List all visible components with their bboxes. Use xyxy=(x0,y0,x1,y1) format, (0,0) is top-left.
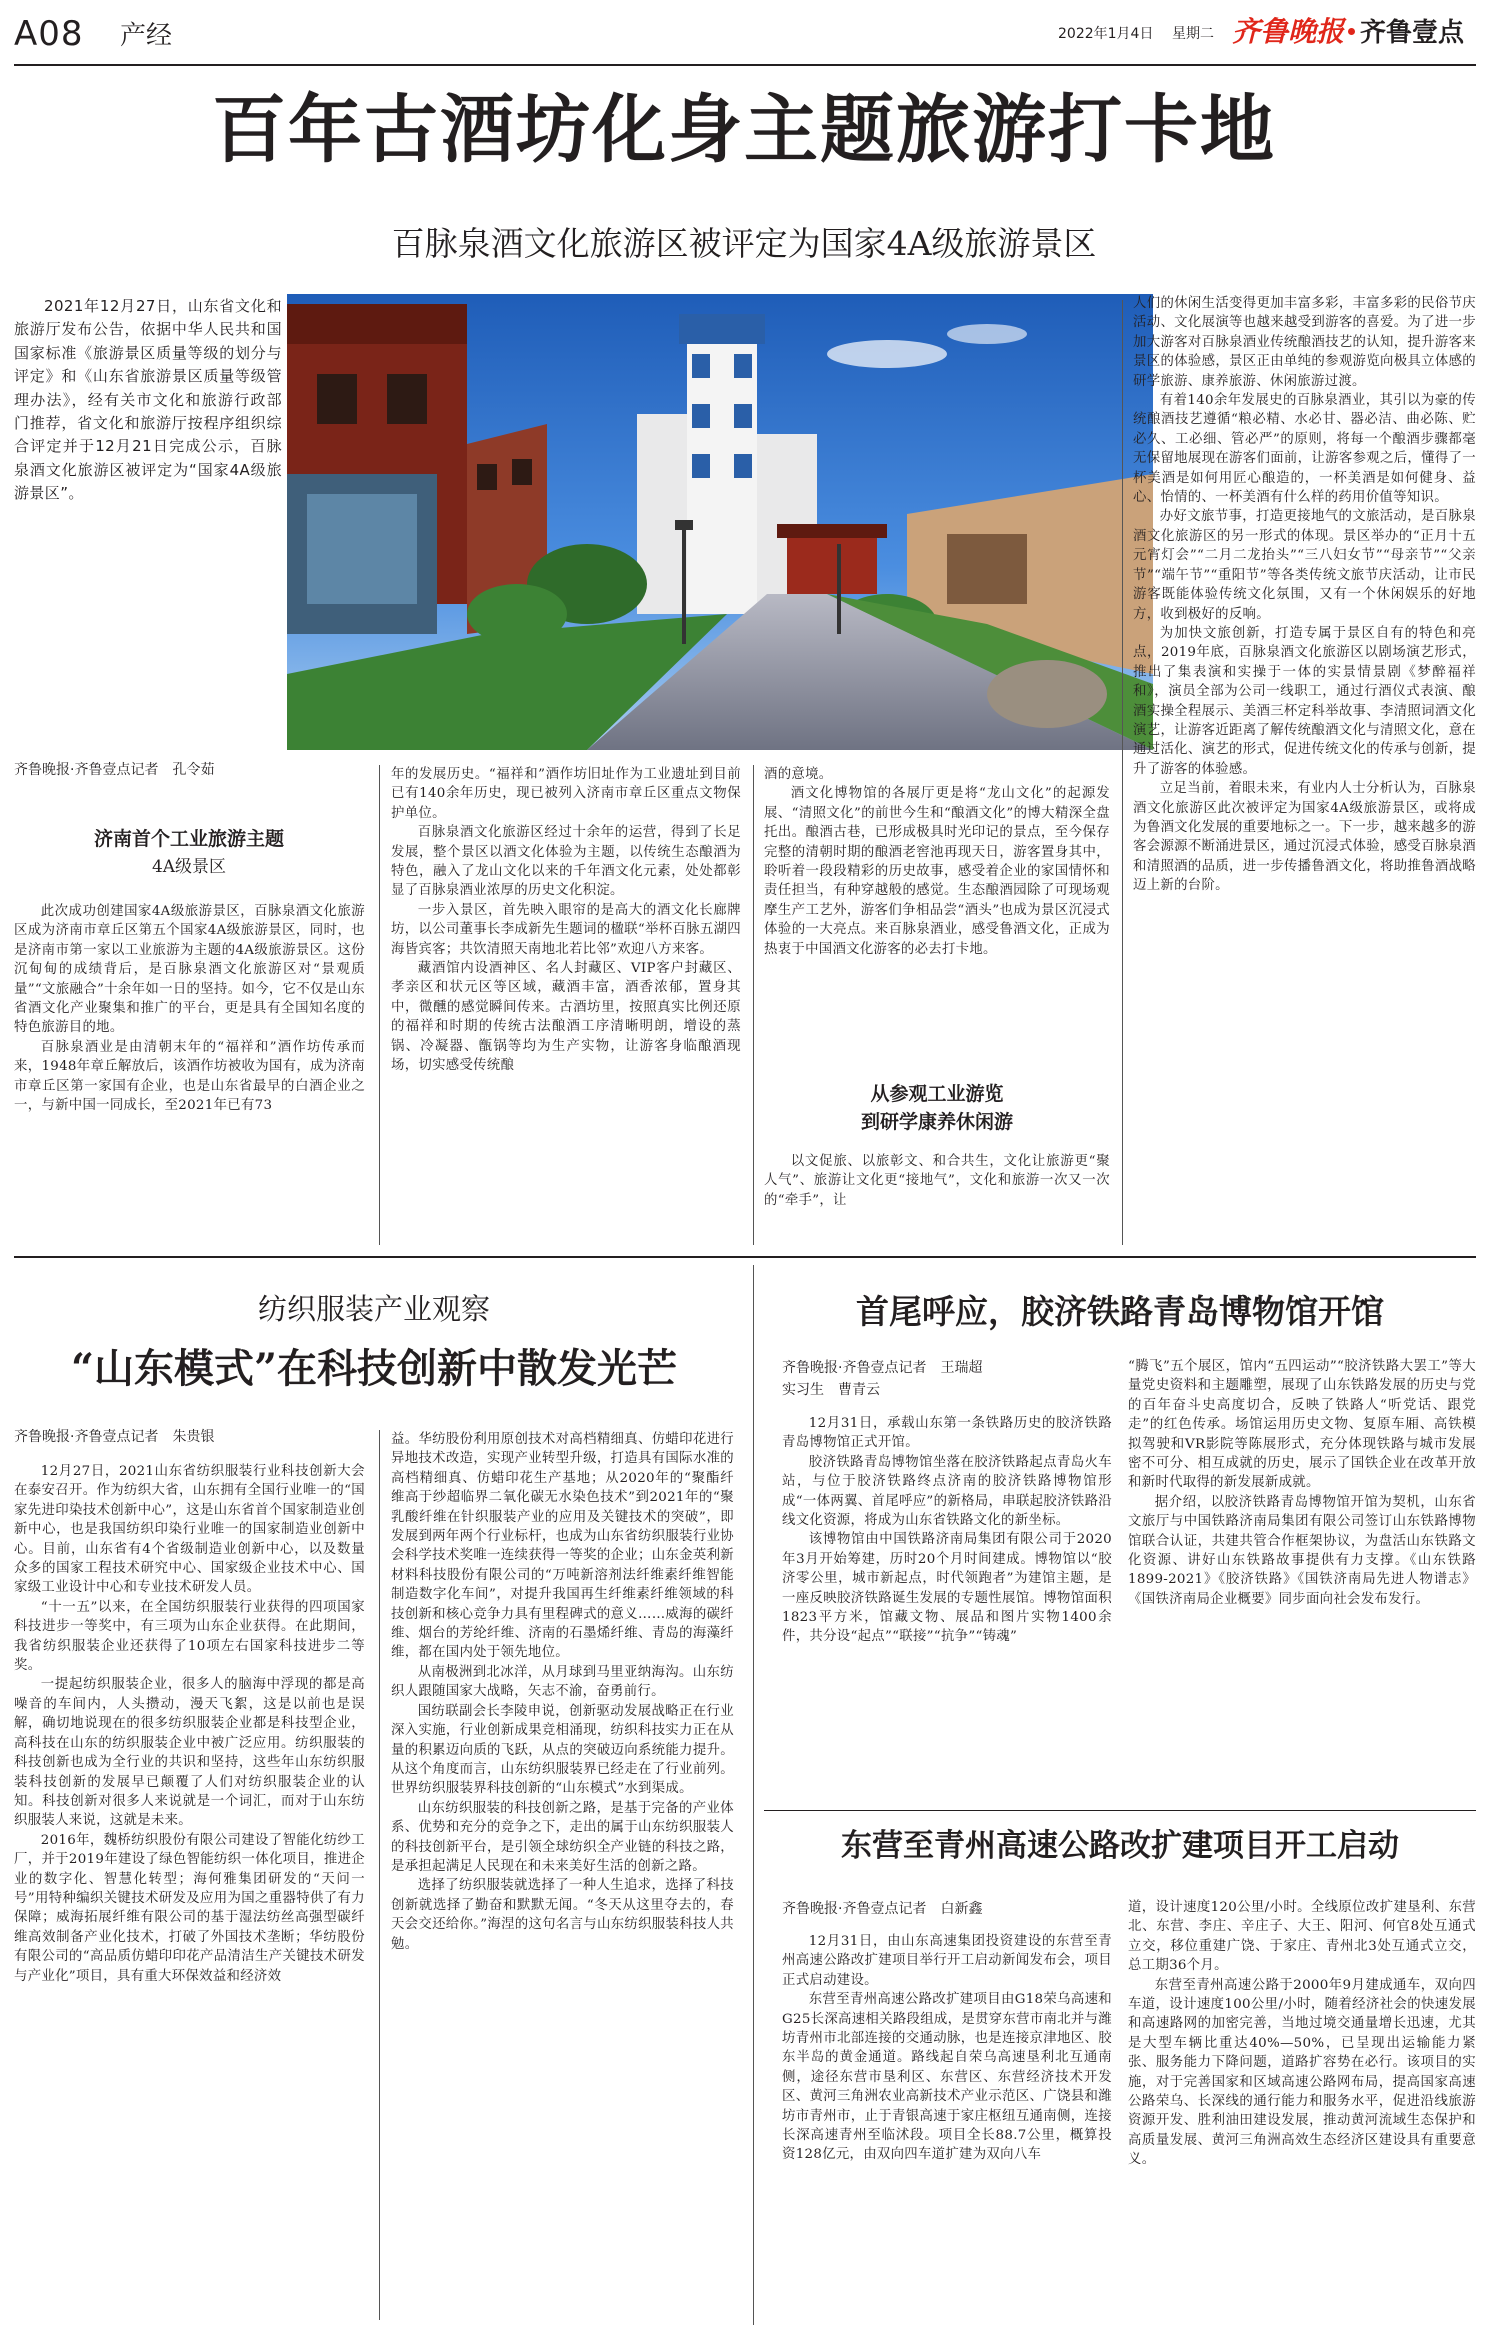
paragraph: 12月31日，由山东高速集团投资建设的东营至青州高速公路改扩建项目举行开工启动新闻发布会，项目正式启动建设。 xyxy=(782,1934,1112,1988)
column-divider xyxy=(753,765,754,1245)
paragraph: 一步入景区，首先映入眼帘的是高大的酒文化长廊牌坊，以公司董事长李成新先生题词的楹联“举杯百脉五湖四海皆宾客；共饮清照天南地北若比邻”欢迎八方来客。 xyxy=(391,902,741,957)
paragraph: 酒文化博物馆的各展厅更是将“龙山文化”的起源发展、“清照文化”的前世今生和“酿酒文化”的博大精深全盘托出。酿酒古巷，已形成极具时光印记的景点，至今保存完整的清朝时期的酿酒老窖池再现天日，游客置身其中，聆听着一段段精彩的历史故事，感受着企业的家国情怀和责任担当，有种穿越般的感觉。生态酿酒园除了可现场观摩生产工艺外，游客们争相品尝“酒头”也成为景区沉浸式体验的一大亮点。来百脉泉酒业，感受鲁酒文化，正成为热衷于中国酒文化游客的必去打卡地。 xyxy=(764,786,1110,957)
paragraph: 一提起纺织服装企业，很多人的脑海中浮现的都是高噪音的车间内，人头攒动，漫天飞絮，这是以前也是误解，确切地说现在的很多纺织服装企业都是科技型企业，高科技在山东的纺织服装企业中被广泛应用。纺织服装的科技创新也成为全行业的共识和坚持，这些年山东纺织服装科技创新的发展早已颠覆了人们对纺织服装企业的认知。科技创新对很多人来说就是一个词汇，而对于山东纺织服装人来说，这就是未来。 xyxy=(14,1677,365,1829)
story4-col2 xyxy=(1128,1898,1476,2170)
story1-subhead2 xyxy=(764,1080,1110,1136)
paragraph: 12月27日，2021山东省纺织服装行业科技创新大会在泰安召开。作为纺织大省，山东拥有全国行业唯一的“国家先进印染技术创新中心”，这是山东省首个国家制造业创新中心，也是我国纺织印染行业唯一的国家制造业创新中心。目前，山东省有4个省级制造业创新中心，以及数量众多的国家工程技术研究中心、国家级企业技术中心、国家级工业设计中心和专业技术研发人员。 xyxy=(14,1464,365,1596)
story4-byline: 齐鲁晚报·齐鲁壹点记者 白新鑫 xyxy=(782,1901,983,1917)
brewery-scene-image xyxy=(287,294,1153,750)
paragraph: 2016年，魏桥纺织股份有限公司建设了智能化纺纱工厂，并于2019年建设了绿色智能纺织一体化项目，推进企业的数字化、智慧化转型；海何雅集团研发的“天问一号”用特种编织关键技术研发及应用为国之重器特供了有力保障；威海拓展纤维有限公司的基于湿法纺丝高强型碳纤维高效制备产业化技术，打破了外国技术垄断；华纺股份有限公司的“高品质仿蜡印印花产品清洁生产关键技术研发与产业化”项目，具有重大环保效益和经济效 xyxy=(14,1832,365,1984)
byline-line: 实习生 曹青云 xyxy=(782,1382,880,1398)
paragraph: 据介绍，以胶济铁路青岛博物馆开馆为契机，山东省文旅厅与中国铁路济南局集团有限公司签订山东铁路博物馆联合认证，共建共管合作框架协议，为盘活山东铁路文化资源、讲好山东铁路故事提供有力支撑。《山东铁路1899-2021》《胶济铁路》《国铁济南局先进人物谱志》《国铁济南局企业概要》同步面向社会发布发行。 xyxy=(1128,1494,1476,1607)
paragraph: 此次成功创建国家4A级旅游景区，百脉泉酒文化旅游区成为济南市章丘区第五个国家4A级旅游景区，同时，也是济南市第一家以工业旅游为主题的4A级旅游景区。这份沉甸甸的成绩背后，是百脉泉酒文化旅游区对“景观质量”“文旅融合”十余年如一日的坚持。如今，它不仅是山东省酒文化产业聚集和推广的平台，更是具有全国知名度的特色旅游目的地。 xyxy=(14,904,365,1036)
separator-dot xyxy=(1348,28,1355,35)
paragraph: 立足当前，着眼未来，有业内人士分析认为，百脉泉酒文化旅游区此次被评定为国家4A级旅游景区，或将成为鲁酒文化发展的重要地标之一。下一步，越来越多的游客会源源不断涌进景区，通过沉浸式体验，感受百脉泉酒和清照酒的品质，进一步传播鲁酒文化，将助推鲁酒战略迈上新的台阶。 xyxy=(1133,781,1476,894)
story1-col2 xyxy=(391,765,741,1076)
story2-kicker: 纺织服装产业观察 xyxy=(257,1292,490,1326)
page-header xyxy=(0,0,1488,60)
section-rule xyxy=(14,1256,1476,1258)
section-rule xyxy=(764,1810,1476,1811)
paragraph: 有着140余年发展史的百脉泉酒业，其引以为豪的传统酿酒技艺遵循“粮必精、水必甘、器必洁、曲必陈、贮必久、工必细、管必严”的原则，将每一个酿酒步骤都毫无保留地展现在游客们面前，让游客参观之后，懂得了一杯美酒是如何用匠心酿造的，一杯美酒是如何健身、益心、怡情的、一杯美酒有什么样的药用价值等知识。 xyxy=(1133,393,1476,506)
paragraph: 年的发展历史。“福祥和”酒作坊旧址作为工业遗址到目前已有140余年历史，现已被列入济南市章丘区重点文物保护单位。 xyxy=(391,767,741,821)
subhead1-line1: 济南首个工业旅游主题 xyxy=(93,828,284,850)
paragraph: 从南极洲到北冰洋，从月球到马里亚纳海沟。山东纺织人跟随国家大战略，矢志不渝，奋勇前行。 xyxy=(391,1664,734,1700)
paragraph: 百脉泉酒业是由清朝末年的“福祥和”酒作坊传承而来，1948年章丘解放后，该酒作坊被收为国有，成为济南市章丘区第一家国有企业，也是山东省最早的白酒企业之一，与新中国一同成长，至2021年已有73 xyxy=(14,1039,365,1114)
story2-headline: “山东模式”在科技创新中散发光芒 xyxy=(70,1345,677,1392)
paragraph: 该博物馆由中国铁路济南局集团有限公司于2020年3月开始筹建，历时20个月时间建成。博物馆以“胶济零公里，城市新起点，时代领跑者”为建馆主题，是一座反映胶济铁路诞生发展的专题性展馆。博物馆面积1823平方米，馆藏文物、展品和图片实物1400余件，共分设“起点”“联接”“抗争”“铸魂” xyxy=(782,1532,1112,1645)
paragraph: 酒的意境。 xyxy=(764,767,833,782)
paragraph: 国纺联副会长李陵申说，创新驱动发展战略正在行业深入实施，行业创新成果竞相涌现，纺织科技实力正在从量的积累迈向质的飞跃，从点的突破迈向系统能力提升。从这个角度而言，山东纺织服装界已经走在了行业前列。世界纺织服装界科技创新的“山东模式”水到渠成。 xyxy=(391,1703,734,1797)
paragraph: 胶济铁路青岛博物馆坐落在胶济铁路起点青岛火车站，与位于胶济铁路终点济南的胶济铁路博物馆形成“一体两翼、首尾呼应”的新格局，串联起胶济铁路沿线文化资源，将成为山东省铁路文化的新坐标。 xyxy=(782,1454,1112,1529)
paragraph: 12月31日，承载山东第一条铁路历史的胶济铁路青岛博物馆正式开馆。 xyxy=(782,1416,1112,1451)
paragraph: 东营至青州高速公路改扩建项目由G18荣乌高速和G25长深高速相关路段组成，是贯穿东营市南北并与潍坊青州市北部连接的交通动脉，也是连接京津地区、胶东半岛的黄金通道。路线起自荣乌高速垦利北互通南侧，途径东营市垦利区、东营区、东营经济技术开发区、黄河三角洲农业高新技术产业示范区、广饶县和潍坊市青州市，止于青银高速于家庄枢纽互通南侧，连接长深高速青州至临沭段。项目全长88.7公里，概算投资128亿元，由双向四车道扩建为双向八车 xyxy=(782,1992,1112,2163)
story1-col1 xyxy=(14,902,365,1115)
paragraph: “十一五”以来，在全国纺织服装行业获得的四项国家科技进步一等奖中，有三项为山东企业获得。在此期间，我省纺织服装企业还获得了10项左右国家科技进步二等奖。 xyxy=(14,1599,365,1674)
story1-byline: 齐鲁晚报·齐鲁壹点记者 孔令茹 xyxy=(14,762,215,778)
story1-headline: 百年古酒坊化身主题旅游打卡地 xyxy=(212,87,1276,173)
story2-col1 xyxy=(14,1462,365,1986)
paragraph: 人们的休闲生活变得更加丰富多彩，丰富多彩的民俗节庆活动、文化展演等也越来越受到游客的喜爱。为了进一步加大游客对百脉泉酒业传统酿酒技艺的认知，提升游客来景区的体验感，景区正由单纯的参观游览向极具立体感的研学旅游、康养旅游、休闲旅游过渡。 xyxy=(1133,296,1476,389)
story4-col1 xyxy=(782,1932,1112,2165)
story4-headline: 东营至青州高速公路改扩建项目开工启动 xyxy=(841,1828,1399,1864)
paragraph: 办好文旅节事，打造更接地气的文旅活动，是百脉泉酒文化旅游区的另一形式的体现。景区举办的“正月十五元宵灯会”“二月二龙抬头”“三八妇女节”“母亲节”“父亲节”“端午节”“重阳节”等各类传统文旅节庆活动，让市民游客既能体验传统文化氛围，又有一个休闲娱乐的好地方，收到极好的反响。 xyxy=(1133,509,1476,622)
issue-date: 2022年1月4日 xyxy=(1058,26,1154,42)
column-divider xyxy=(1122,300,1123,1245)
paragraph: 藏酒馆内设酒神区、名人封藏区、VIP客户封藏区、孝亲区和状元区等区域，藏酒丰富，酒香浓郁，置身其中，微醺的感觉瞬间传来。古酒坊里，按照真实比例还原的福祥和时期的传统古法酿酒工序清晰明朗，增设的蒸锅、冷凝器、甑锅等均为生产实物，让游客身临酿酒现场，切实感受传统酿 xyxy=(391,961,741,1074)
paragraph: 益。华纺股份利用原创技术对高档精细真、仿蜡印花进行异地技术改造，实现产业转型升级，打造具有国际水准的高档精细真、仿蜡印花生产基地；从2020年的“聚酯纤维高于纱超临界二氧化碳无水染色技术”到2021年的“聚乳酸纤维在针织服装产业的应用及关键技术的突破”，即发展到两年两个行业标杆，也成为山东省纺织服装行业协会科学技术奖唯一连续获得一等奖的企业；山东金英利新材料科技股份有限公司的“万吨新溶剂法纤维素纤维智能制造数字化车间”，对提升我国再生纤维素纤维领域的科技创新和核心竞争力具有里程碑式的意义……威海的碳纤维、烟台的芳纶纤维、济南的石墨烯纤维、青岛的海藻纤维，都在国内处于领先地位。 xyxy=(391,1432,734,1661)
column-divider xyxy=(753,1265,754,2325)
paragraph: 选择了纺织服装就选择了一种人生追求，选择了科技创新就选择了勤奋和默默无闻。“冬天从这里夺去的，春天会交还给你。”海涅的这句名言与山东纺织服装科技人共勉。 xyxy=(391,1878,734,1952)
story1-deck: 百脉泉酒文化旅游区被评定为国家4A级旅游景区 xyxy=(391,224,1097,263)
issue-weekday: 星期二 xyxy=(1172,26,1214,42)
story1-subhead1 xyxy=(14,825,364,881)
paper-logo: 齐鲁晚报 xyxy=(1232,15,1345,48)
paragraph: “腾飞”五个展区，馆内“五四运动”“胶济铁路大罢工”等大量党史资料和主题雕塑，展现了山东铁路发展的历史与党的百年奋斗史高度切合，反映了铁路人“听党话、跟党走”的红色传承。场馆运用历史文物、复原车厢、高铁模拟驾驶和VR影院等陈展形式，充分体现铁路与城市发展密不可分、相互成就的历史，展示了国铁企业在改革开放和新时代取得的新发展新成就。 xyxy=(1128,1359,1476,1491)
story3-byline xyxy=(782,1357,1112,1401)
story3-col2 xyxy=(1128,1357,1476,1609)
subhead1-line2: 4A级景区 xyxy=(151,857,227,877)
page-number: A08 xyxy=(14,14,84,54)
story3-col1 xyxy=(782,1414,1112,1647)
summary-text: 2021年12月27日，山东省文化和旅游厅发布公告，依据中华人民共和国国家标准《旅游景区质量等级的划分与评定》和《山东省旅游景区质量等级管理办法》，经有关市文化和旅游行政部门推荐，省文化和旅游厅按程序组织综合评定并于12月21日完成公示，百脉泉酒文化旅游区被评定为“国家4A级旅游景区”。 xyxy=(14,297,282,503)
story1-col3b xyxy=(764,1152,1110,1210)
header-rule xyxy=(14,64,1476,66)
paragraph: 为加快文旅创新，打造专属于景区自有的特色和亮点，2019年底，百脉泉酒文化旅游区以剧场演艺形式，推出了集表演和实操于一体的实景情景剧《梦醉福祥和》，演员全部为公司一线职工，通过行酒仪式表演、酿酒实操全程展示、美酒三杯定科举故事、李清照词酒文化演艺，让游客近距离了解传统酿酒文化与清照文化，意在通过活化、演艺的形式，促进传统文化的传承与创新，提升了游客的体验感。 xyxy=(1133,625,1476,777)
story1-photo xyxy=(287,294,1153,750)
subhead2-line1: 从参观工业游览 xyxy=(870,1083,1004,1105)
subhead2-line2: 到研学康养休闲游 xyxy=(860,1111,1013,1133)
paragraph: 以文促旅、以旅彰文、和合共生，文化让旅游更“聚人气”、旅游让文化更“接地气”，文化和旅游一次又一次的“牵手”，让 xyxy=(764,1154,1110,1208)
paragraph: 山东纺织服装的科技创新之路，是基于完备的产业体系、优势和充分的竞争之下，走出的属于山东纺织服装人的科技创新平台，是引领全球纺织全产业链的科技之路，是承担起满足人民现在和未来美好生活的创新之路。 xyxy=(391,1800,734,1874)
story2-col2 xyxy=(391,1430,734,1954)
paragraph: 道，设计速度120公里/小时。全线原位改扩建垦利、东营北、东营、李庄、辛庄子、大王、阳河、何官8处互通式立交，移位重建广饶、于家庄、青州北3处互通式立交，总工期36个月。 xyxy=(1128,1900,1476,1974)
brand-logo: 齐鲁壹点 xyxy=(1360,18,1465,48)
section-name: 产经 xyxy=(120,21,173,51)
story2-byline: 齐鲁晚报·齐鲁壹点记者 朱贵银 xyxy=(14,1429,215,1445)
byline-line: 齐鲁晚报·齐鲁壹点记者 王瑞超 xyxy=(782,1360,983,1376)
column-divider xyxy=(379,1430,380,2320)
story1-col4 xyxy=(1133,294,1476,896)
story3-headline: 首尾呼应，胶济铁路青岛博物馆开馆 xyxy=(856,1292,1384,1331)
paragraph: 百脉泉酒文化旅游区经过十余年的运营，得到了长足发展，整个景区以酒文化体验为主题，以传统生态酿酒为特色，融入了龙山文化以来的千年酒文化元素，处处都彰显了百脉泉酒业浓厚的历史文化积淀。 xyxy=(391,825,741,899)
story1-summary xyxy=(14,295,282,506)
story1-col3 xyxy=(764,765,1110,959)
column-divider xyxy=(379,765,380,1245)
paragraph: 东营至青州高速公路于2000年9月建成通车，双向四车道，设计速度100公里/小时，随着经济社会的快速发展和高速路网的加密完善，当地过境交通量增长迅速，尤其是大型车辆比重达40%—50%，已呈现出运输能力紧张、服务能力下降问题，道路扩容势在必行。该项目的实施，对于完善国家和区域高速公路网布局，提高国家高速公路荣乌、长深线的通行能力和服务水平，促进沿线旅游资源开发、胜利油田建设发展，推动黄河流域生态保护和高质量发展、黄河三角洲高效生态经济区建设具有重要意义。 xyxy=(1128,1977,1476,2168)
